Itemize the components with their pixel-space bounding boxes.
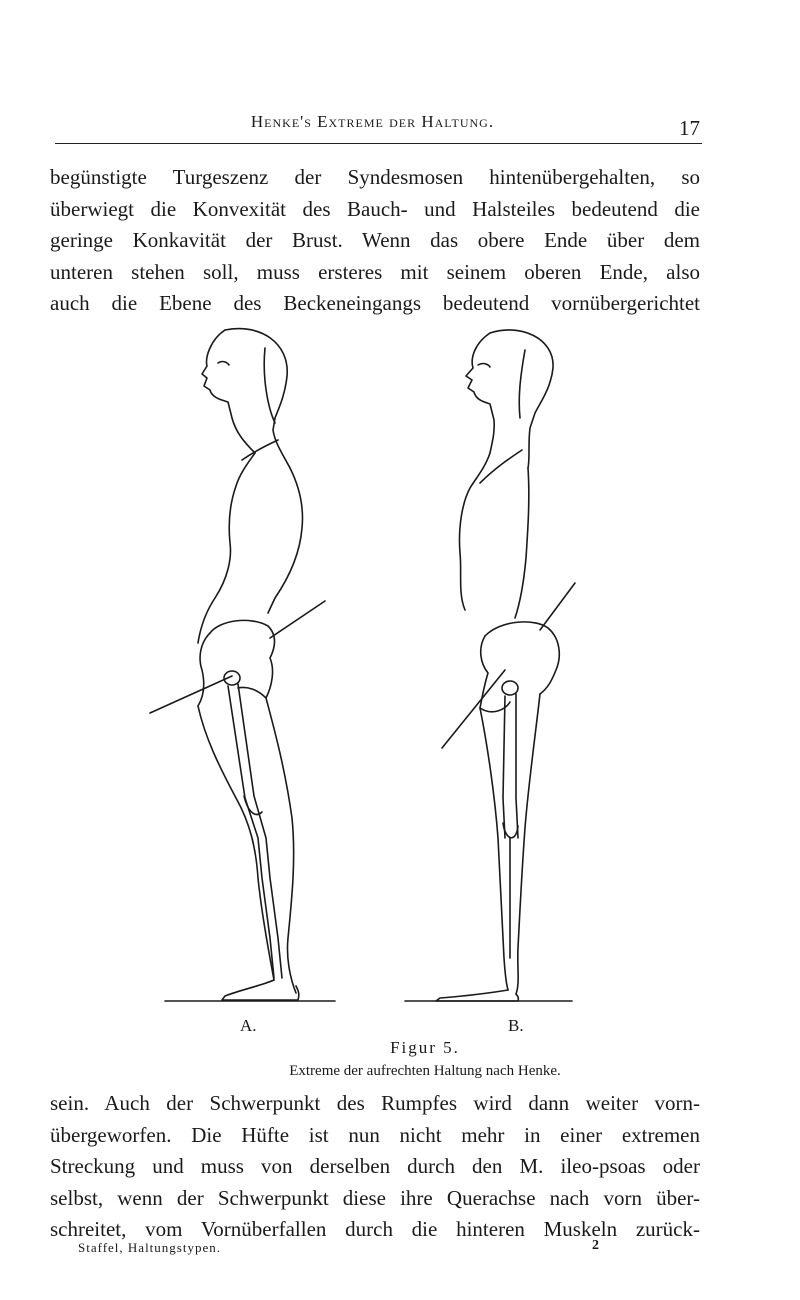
header-rule bbox=[55, 143, 702, 144]
figure-5-illustration bbox=[0, 318, 800, 1018]
running-head: Henke's Extreme der Haltung. bbox=[250, 112, 495, 131]
figure-a-posture-drawing bbox=[150, 329, 335, 1001]
text-line: schreitet, vom Vornüberfallen durch die hinteren Muskeln zurück- bbox=[50, 1217, 700, 1241]
text-line: unteren stehen soll, muss ersteres mit seinem oberen Ende, also bbox=[50, 259, 700, 284]
text-line: überwiegt die Konvexität des Bauch- und Halsteiles bedeutend die bbox=[50, 196, 700, 221]
paragraph-bottom bbox=[50, 1088, 700, 1246]
text-line: Streckung und muss von derselben durch den M. ileo-psoas oder bbox=[50, 1154, 700, 1178]
text-line: begünstigte Turgeszenz der Syndesmosen hintenübergehalten, so bbox=[50, 165, 700, 189]
text-line: übergeworfen. Die Hüfte ist nun nicht mehr in einer extremen bbox=[50, 1122, 700, 1147]
page-number: 17 bbox=[679, 116, 700, 140]
text-line: geringe Konkavität der Brust. Wenn das obere Ende über dem bbox=[50, 228, 700, 252]
figure-b-label: B. bbox=[508, 1016, 524, 1035]
sheet-number: 2 bbox=[592, 1238, 599, 1253]
figure-a-label: A. bbox=[240, 1016, 257, 1035]
paragraph-top bbox=[50, 162, 700, 320]
signature-mark: Staffel, Haltungstypen. bbox=[78, 1240, 221, 1255]
text-line: selbst, wenn der Schwerpunkt diese ihre Querachse nach vorn über- bbox=[50, 1185, 700, 1210]
figure-b-posture-drawing bbox=[405, 330, 575, 1001]
figure-number: Figur 5. bbox=[390, 1038, 460, 1057]
figure-caption: Extreme der aufrechten Haltung nach Henke. bbox=[289, 1063, 561, 1079]
text-line: auch die Ebene des Beckeneingangs bedeutend vornübergerichtet bbox=[50, 291, 700, 315]
text-line: sein. Auch der Schwerpunkt des Rumpfes wird dann weiter vorn- bbox=[50, 1091, 700, 1115]
